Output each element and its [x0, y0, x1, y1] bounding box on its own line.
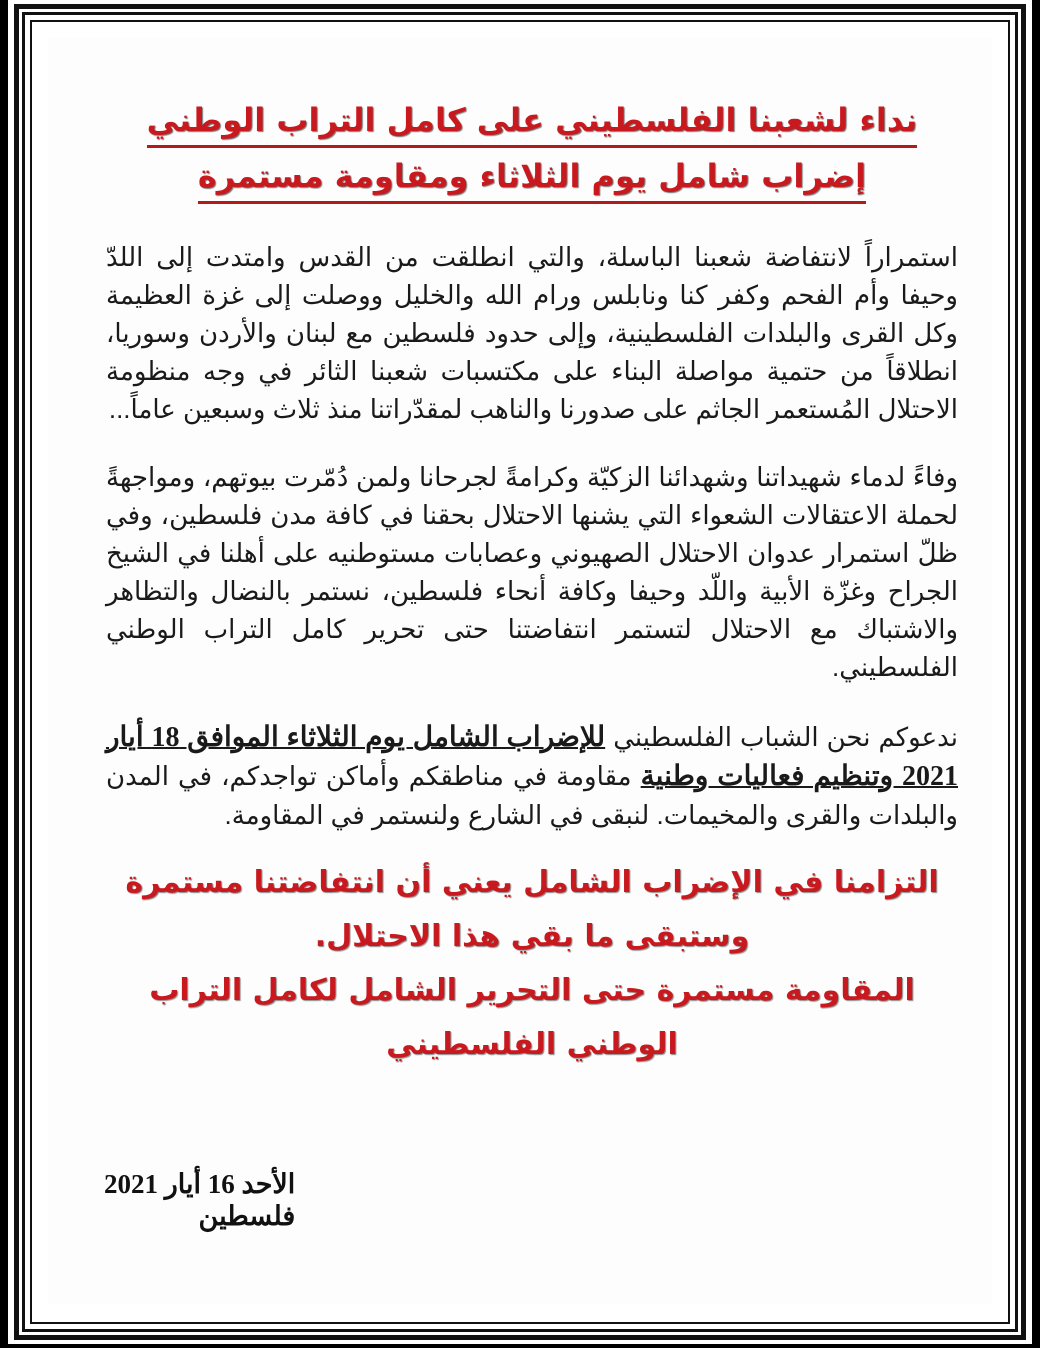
paragraph-1: استمراراً لانتفاضة شعبنا الباسلة، والتي انطلقت من القدس وامتدت إلى اللدّ وحيفا وأم الفحم وكفر كنا ونابلس ورام الله والخليل ووصلت إلى غزة العظيمة وكل القرى والبلدات الفلسطينية، وإلى حدود فلسطين مع لبنان والأردن وسوريا، انطلاقاً من حتمية مواصلة البناء على مكتسبات شعبنا الثائر في وجه منظومة الاحتلال المُستعمر الجاثم على صدورنا والناهب لمقدّراتنا منذ ثلاث وسبعين عاماً...: [106, 242, 958, 424]
document-frame: [8, 0, 1032, 1344]
paragraph-3-rest: مقاومة في مناطقكم وأماكن تواجدكم، في المدن والبلدات والقرى والمخيمات. لنبقى في الشارع ولنستمر في المقاومة.: [106, 761, 958, 830]
slogan-block: [106, 856, 958, 1072]
slogan-line-2: وستبقى ما بقي هذا الاحتلال.: [314, 919, 750, 954]
slogan-line-3: المقاومة مستمرة حتى التحرير الشامل لكامل التراب: [149, 973, 915, 1008]
footer-date: الأحد 16 أيار 2021: [104, 1169, 296, 1199]
slogan-line-1: التزامنا في الإضراب الشامل يعني أن انتفاضتنا مستمرة: [125, 865, 939, 900]
document-footer: [104, 1168, 295, 1232]
document-page: [48, 38, 992, 1304]
title-line-2: إضراب شامل يوم الثلاثاء ومقاومة مستمرة: [198, 151, 866, 204]
paragraph-3: [106, 718, 958, 834]
slogan-line-4: الوطني الفلسطيني: [386, 1027, 678, 1062]
paragraph-3-emphasis: للإضراب الشامل يوم الثلاثاء الموافق 18 أيار 2021 وتنظيم فعاليات وطنية: [106, 722, 958, 792]
paragraph-2: وفاءً لدماء شهيداتنا وشهدائنا الزكيّة وكرامةً لجرحانا ولمن دُمّرت بيوتهم، ومواجهةً لحملة الاعتقالات الشعواء التي يشنها الاحتلال بحقنا في كافة مدن فلسطين، وفي ظلّ استمرار عدوان الاحتلال الصهيوني وعصابات مستوطنيه على أهلنا في الشيخ الجراح وغزّة الأبية واللّد وحيفا وكافة أنحاء فلسطين، نستمر بالنضال والتظاهر والاشتباك مع الاحتلال لتستمر انتفاضتنا حتى تحرير كامل التراب الوطني الفلسطيني.: [106, 462, 958, 682]
footer-place: فلسطين: [198, 1201, 296, 1231]
paragraph-3-intro: ندعوكم نحن الشباب الفلسطيني: [605, 722, 958, 752]
document-content: [106, 92, 958, 1072]
document-title: [106, 92, 958, 204]
title-line-1: نداء لشعبنا الفلسطيني على كامل التراب الوطني: [147, 95, 918, 148]
